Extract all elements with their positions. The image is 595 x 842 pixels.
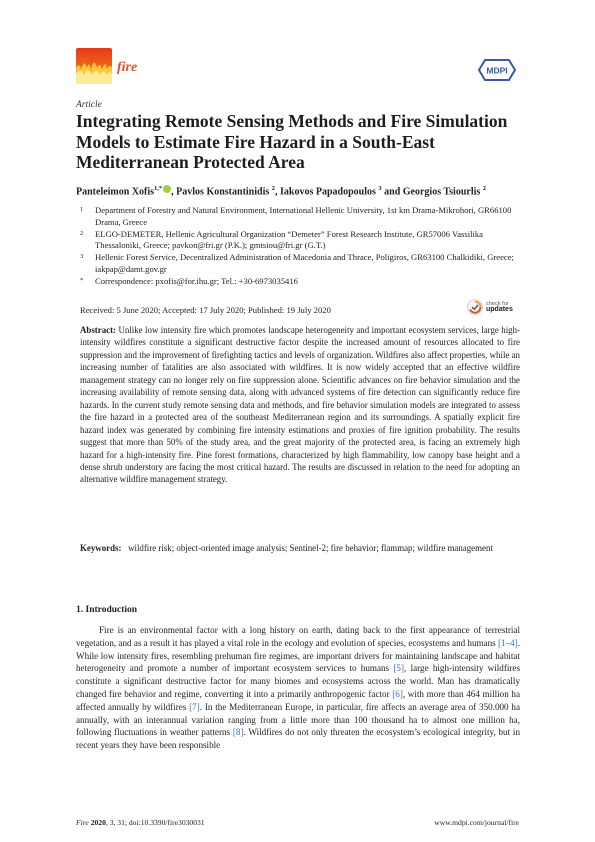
article-title: Integrating Remote Sensing Methods and Fire Simulation Models to Estimate Fire Hazard in a South-East Mediterranean Protected Area bbox=[76, 111, 508, 172]
citation-link[interactable]: [1–4] bbox=[498, 637, 518, 648]
affiliation-item bbox=[80, 229, 520, 253]
abstract-text: Unlike low intensity fire which promotes landscape heterogeneity and important ecosystem services, large high-intensity wildfires constitute a significant destructive factor despite the increased amount of resources allocated to fire suppression and the improvement of firefighting tactics and levels of organization. Wildfires also affect properties, while an increasing number of fatalities are also associated with wildfires. It is now widely accepted that an effective wildfire management strategy can no longer rely on fire suppression alone. Scientific advances on fire behavior simulation and the increasing availability of remote sensing data, along with advanced systems of fire detection can significantly reduce fire hazards. In the current study remote sensing data and methods, and fire behavior simulation models are integrated to assess the fire hazard in a protected area of the southeast Mediterranean region and its surroundings. A spatially explicit fire hazard index was generated by combining fire intensity estimations and proxies of fire ignition probability. The results suggest that more than 50% of the study area, and the great majority of the protected area, is facing an extremely high hazard for a high-intensity fire. Pine forest formations, characterized by high flammability, low canopy base height and a dense shrub understory are facing the most critical hazard. The results are discussed in relation to the need for adopting an alternative wildfire management strategy. bbox=[80, 325, 521, 485]
publication-dates: Received: 5 June 2020; Accepted: 17 July 2020; Published: 19 July 2020 bbox=[80, 305, 331, 315]
journal-name: fire bbox=[117, 60, 138, 75]
text-run: , with more than 464 million ha affected annually by wildfires bbox=[76, 688, 520, 712]
author-conjunction: and bbox=[381, 186, 403, 198]
mdpi-logo-icon[interactable] bbox=[477, 58, 517, 82]
check-updates-line1: check for bbox=[486, 300, 509, 307]
author-list bbox=[76, 185, 526, 197]
check-updates-line2: updates bbox=[486, 306, 513, 313]
footer-year: 2020 bbox=[90, 818, 106, 827]
text-run: . While low intensity fires, resembling prehuman fire regimes, are important drivers for maintaining landscape and habitat heterogeneity and promote a number of important ecosystem services to humans bbox=[76, 637, 520, 674]
section-heading: 1. Introduction bbox=[76, 605, 138, 615]
citation-link[interactable]: [7] bbox=[189, 701, 200, 712]
affiliation-number: 2 bbox=[80, 229, 84, 237]
fire-logo-icon bbox=[76, 48, 112, 84]
author-name[interactable]: Iakovos Papadopoulos bbox=[280, 186, 376, 198]
affiliation-item bbox=[80, 252, 520, 276]
check-updates-icon bbox=[467, 299, 483, 315]
paragraph bbox=[76, 624, 520, 752]
author-name[interactable]: Pavlos Konstantinidis bbox=[176, 186, 270, 198]
abstract-label: Abstract: bbox=[80, 325, 116, 335]
introduction-body bbox=[76, 624, 520, 752]
footer-journal: Fire bbox=[76, 818, 89, 827]
author-affiliation-ref: 1,* bbox=[154, 185, 163, 192]
affiliation-number: 3 bbox=[80, 253, 84, 261]
affiliation-text: Correspondence: pxofis@for.ihu.gr; Tel.: +30-6973035416 bbox=[95, 275, 298, 286]
text-run: . In the Mediterranean Europe, in particular, fire affects an average area of 350.000 ha annually, with an interannual variation ranging from a little more than 100 thousand ha to almost one million ha, following fluctuations in weather patterns bbox=[76, 701, 520, 738]
affiliation-number: * bbox=[80, 276, 84, 284]
author-affiliation-ref: 2 bbox=[482, 185, 487, 192]
author-name[interactable]: Georgios Tsiourlis bbox=[402, 186, 481, 198]
text-run: . Wildfires do not only threaten the ecosystem’s ecological integrity, but in recent years they have been responsible bbox=[76, 727, 520, 751]
keywords-label: Keywords: bbox=[80, 543, 122, 553]
text-run: , large high-intensity wildfires constitute a significant destructive factor for many biomes and ecosystems across the world. Man has dramatically changed fire behavior and regime, converting it into a primarily anthropogenic factor bbox=[76, 663, 520, 699]
citation-link[interactable]: [6] bbox=[392, 688, 403, 699]
affiliation-item bbox=[80, 205, 520, 229]
footer-url[interactable]: www.mdpi.com/journal/fire bbox=[434, 818, 519, 827]
correspondence bbox=[80, 276, 520, 288]
citation-link[interactable]: [8] bbox=[232, 727, 244, 738]
author-separator: , bbox=[171, 186, 177, 198]
keywords bbox=[80, 542, 520, 554]
affiliation-number: 1 bbox=[80, 206, 84, 213]
abstract bbox=[80, 324, 520, 486]
affiliation-text: Hellenic Forest Service, Decentralized Administration of Macedonia and Thrace, Poligiros, GR63100 Chalkidiki, Greece; iakpap@damt.gov.gr bbox=[95, 252, 514, 274]
footer-doi[interactable]: , 3, 31; doi:10.3390/fire3030031 bbox=[105, 818, 205, 827]
citation-link[interactable]: [5] bbox=[393, 663, 404, 674]
author-name[interactable]: Panteleimon Xofis bbox=[76, 186, 155, 198]
keywords-text: wildfire risk; object-oriented image analysis; Sentinel-2; fire behavior; flammap; wildfire management bbox=[128, 543, 493, 553]
author-affiliation-ref: 3 bbox=[378, 185, 382, 192]
publisher-label: MDPI bbox=[486, 65, 508, 76]
affiliations bbox=[80, 205, 520, 288]
footer-citation bbox=[76, 818, 205, 827]
affiliation-text: Department of Forestry and Natural Environment, International Hellenic University, 1st km Drama-Mikrohori, GR66100 Drama, Greece bbox=[95, 205, 512, 227]
text-run: Fire is an environmental factor with a long history on earth, dating back to the first appearance of terrestrial vegetation, and as a result it has played a vital role in the ecology and evolution of species, ecosystems and humans bbox=[76, 625, 520, 648]
article-type: Article bbox=[76, 100, 102, 110]
check-updates-badge[interactable] bbox=[467, 296, 523, 318]
affiliation-text: ELGO-DEMETER, Hellenic Agricultural Organization “Demeter” Forest Research Institute, GR57006 Vassilika Thessaloniki, Greece; pavkon@fri.gr (P.K.); gmtsiou@fri.gr (G.T.) bbox=[95, 228, 483, 251]
orcid-icon[interactable] bbox=[163, 185, 171, 193]
author-affiliation-ref: 2 bbox=[271, 185, 276, 192]
author-separator: , bbox=[275, 186, 281, 198]
